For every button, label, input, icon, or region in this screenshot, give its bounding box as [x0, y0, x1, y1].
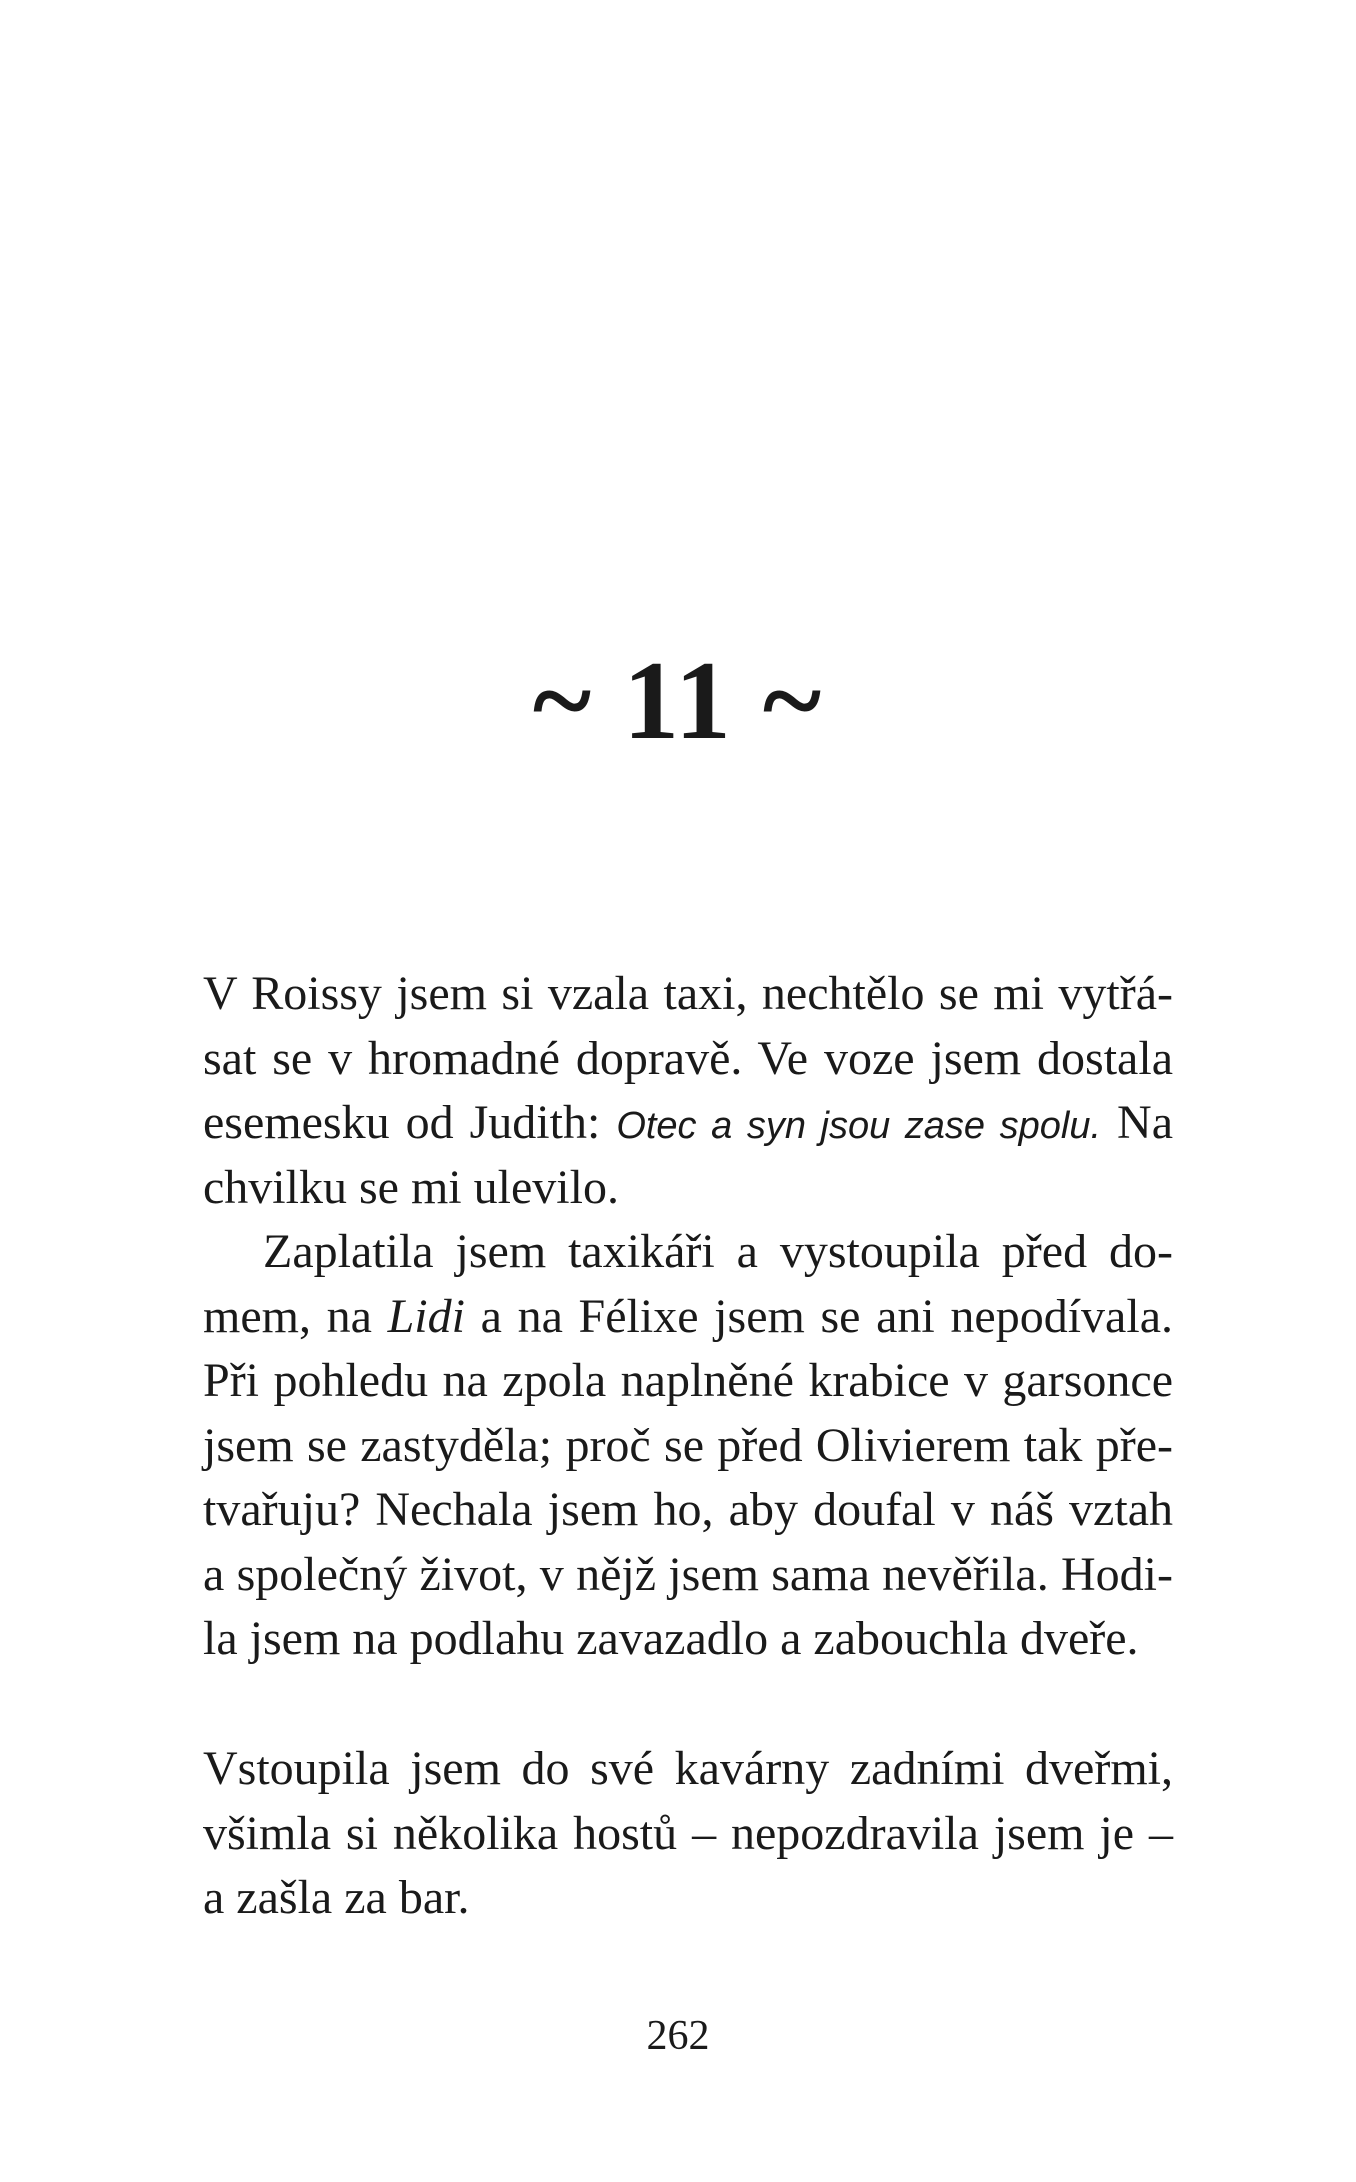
- text-line: [203, 1285, 1173, 1350]
- text-line: Zaplatila jsem taxikáři a vystoupila před do-: [263, 1225, 1173, 1278]
- text-line: Vstoupila jsem do své kavárny zadními dveřmi,: [203, 1742, 1173, 1795]
- text-line: a společný život, v nějž jsem sama nevěřila. Hodi-: [203, 1547, 1173, 1601]
- text-line: V Roissy jsem si vzala taxi, nechtělo se mi vytřá-: [203, 967, 1173, 1020]
- italic-name: Lidi: [387, 1289, 465, 1343]
- text-fragment: mem, na: [203, 1289, 388, 1343]
- text-line: tvařuju? Nechala jsem ho, aby doufal v náš vztah: [203, 1483, 1173, 1536]
- text-fragment: a na Félixe jsem se ani nepodívala.: [464, 1289, 1174, 1343]
- section-text-1: [203, 962, 1173, 1672]
- section-text-2: [203, 1737, 1173, 1931]
- text-line: Při pohledu na zpola naplněné krabice v garsonce: [203, 1354, 1173, 1407]
- sms-quote: Otec a syn jsou zase spolu.: [616, 1105, 1102, 1147]
- text-line: [203, 1091, 1173, 1156]
- text-line: jsem se zastyděla; proč se před Olivierem tak pře-: [203, 1418, 1173, 1472]
- text-line: chvilku se mi ulevilo.: [203, 1160, 619, 1214]
- text-line: a zašla za bar.: [203, 1871, 470, 1924]
- chapter-heading: ~ 11 ~: [532, 639, 824, 763]
- text-line: la jsem na podlahu zavazadlo a zabouchla dveře.: [203, 1612, 1139, 1665]
- text-fragment: esemesku od Judith:: [203, 1096, 617, 1149]
- text-line: všimla si několika hostů – nepozdravila jsem je –: [203, 1806, 1173, 1860]
- text-line: sat se v hromadné dopravě. Ve voze jsem dostala: [203, 1031, 1173, 1085]
- page-number: 262: [646, 2013, 710, 2059]
- text-fragment: Na: [1101, 1096, 1174, 1149]
